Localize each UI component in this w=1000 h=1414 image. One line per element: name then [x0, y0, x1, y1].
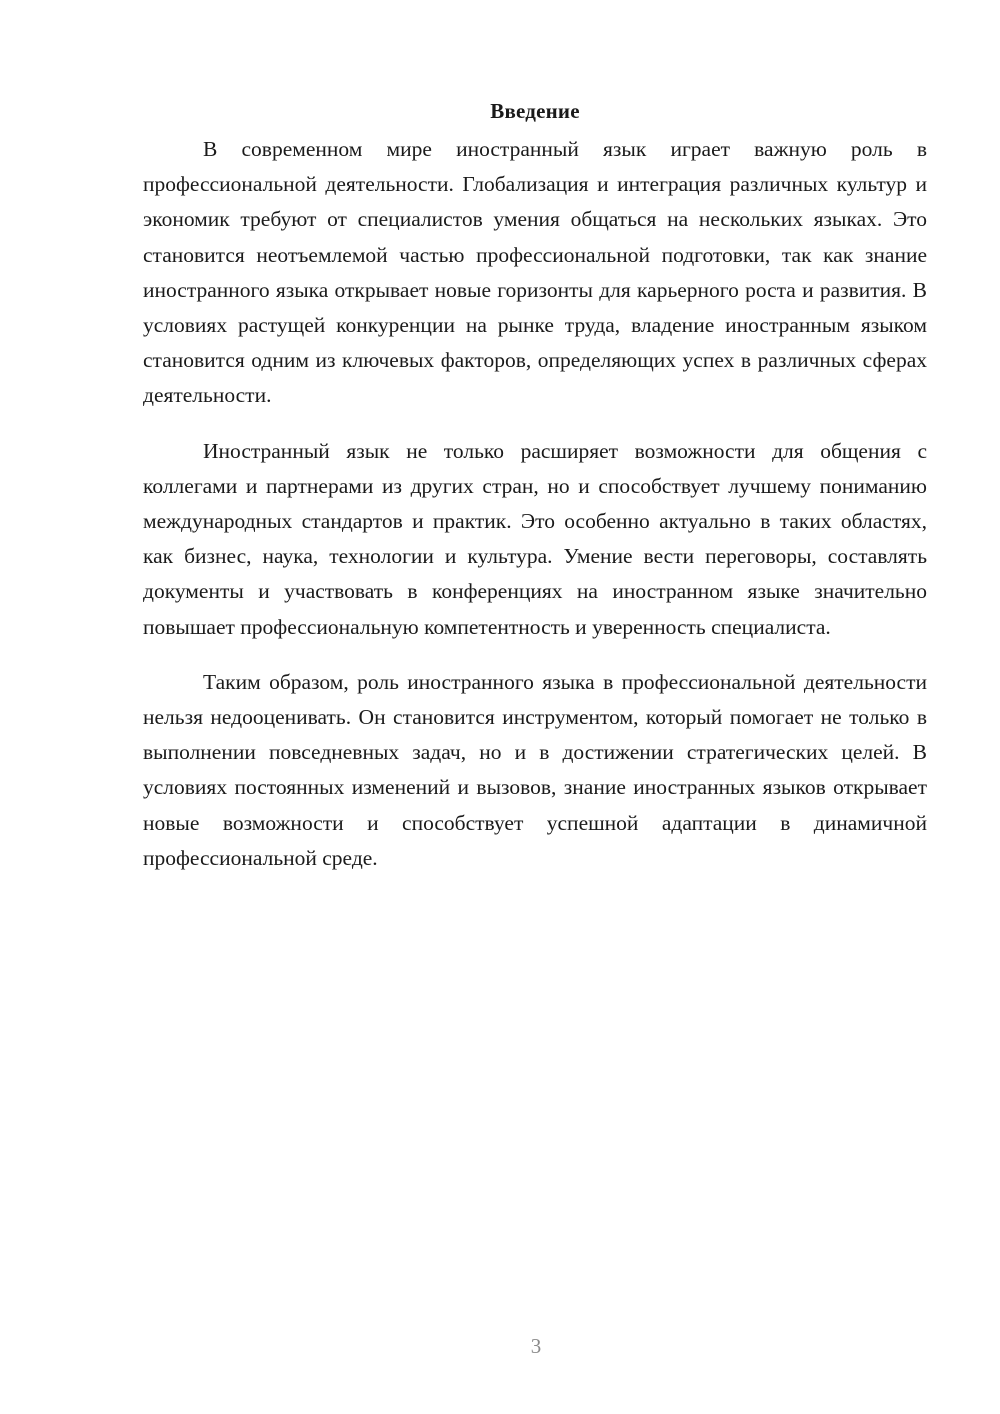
page-number: 3	[530, 1334, 542, 1358]
paragraph-2: Иностранный язык не только расширяет возможности для общения с коллегами и партнерами из других стран, но и способствует лучшему пониманию международных стандартов и практик. Это особенно актуально в таких областях, как бизнес, наука, технологии и культура. Умение вести переговоры, составлять документы и участвовать в конференциях на иностранном языке значительно повышает профессиональную компетентность и уверенность специалиста.	[143, 438, 927, 639]
paragraph-3: Таким образом, роль иностранного языка в профессиональной деятельности нельзя недооценивать. Он становится инструментом, который помогает не только в выполнении повседневных задач, но и в достижении стратегических целей. В условиях постоянных изменений и вызовов, знание иностранных языков открывает новые возможности и способствует успешной адаптации в динамичной профессиональной среде.	[143, 669, 927, 870]
section-title: Введение	[490, 99, 580, 123]
page-content	[143, 96, 927, 876]
paragraph-1: В современном мире иностранный язык играет важную роль в профессиональной деятельности. Глобализация и интеграция различных культур и экономик требуют от специалистов умения общаться на нескольких языках. Это становится неотъемлемой частью профессиональной подготовки, так как знание иностранного языка открывает новые горизонты для карьерного роста и развития. В условиях растущей конкуренции на рынке труда, владение иностранным языком становится одним из ключевых факторов, определяющих успех в различных сферах деятельности.	[143, 137, 927, 408]
